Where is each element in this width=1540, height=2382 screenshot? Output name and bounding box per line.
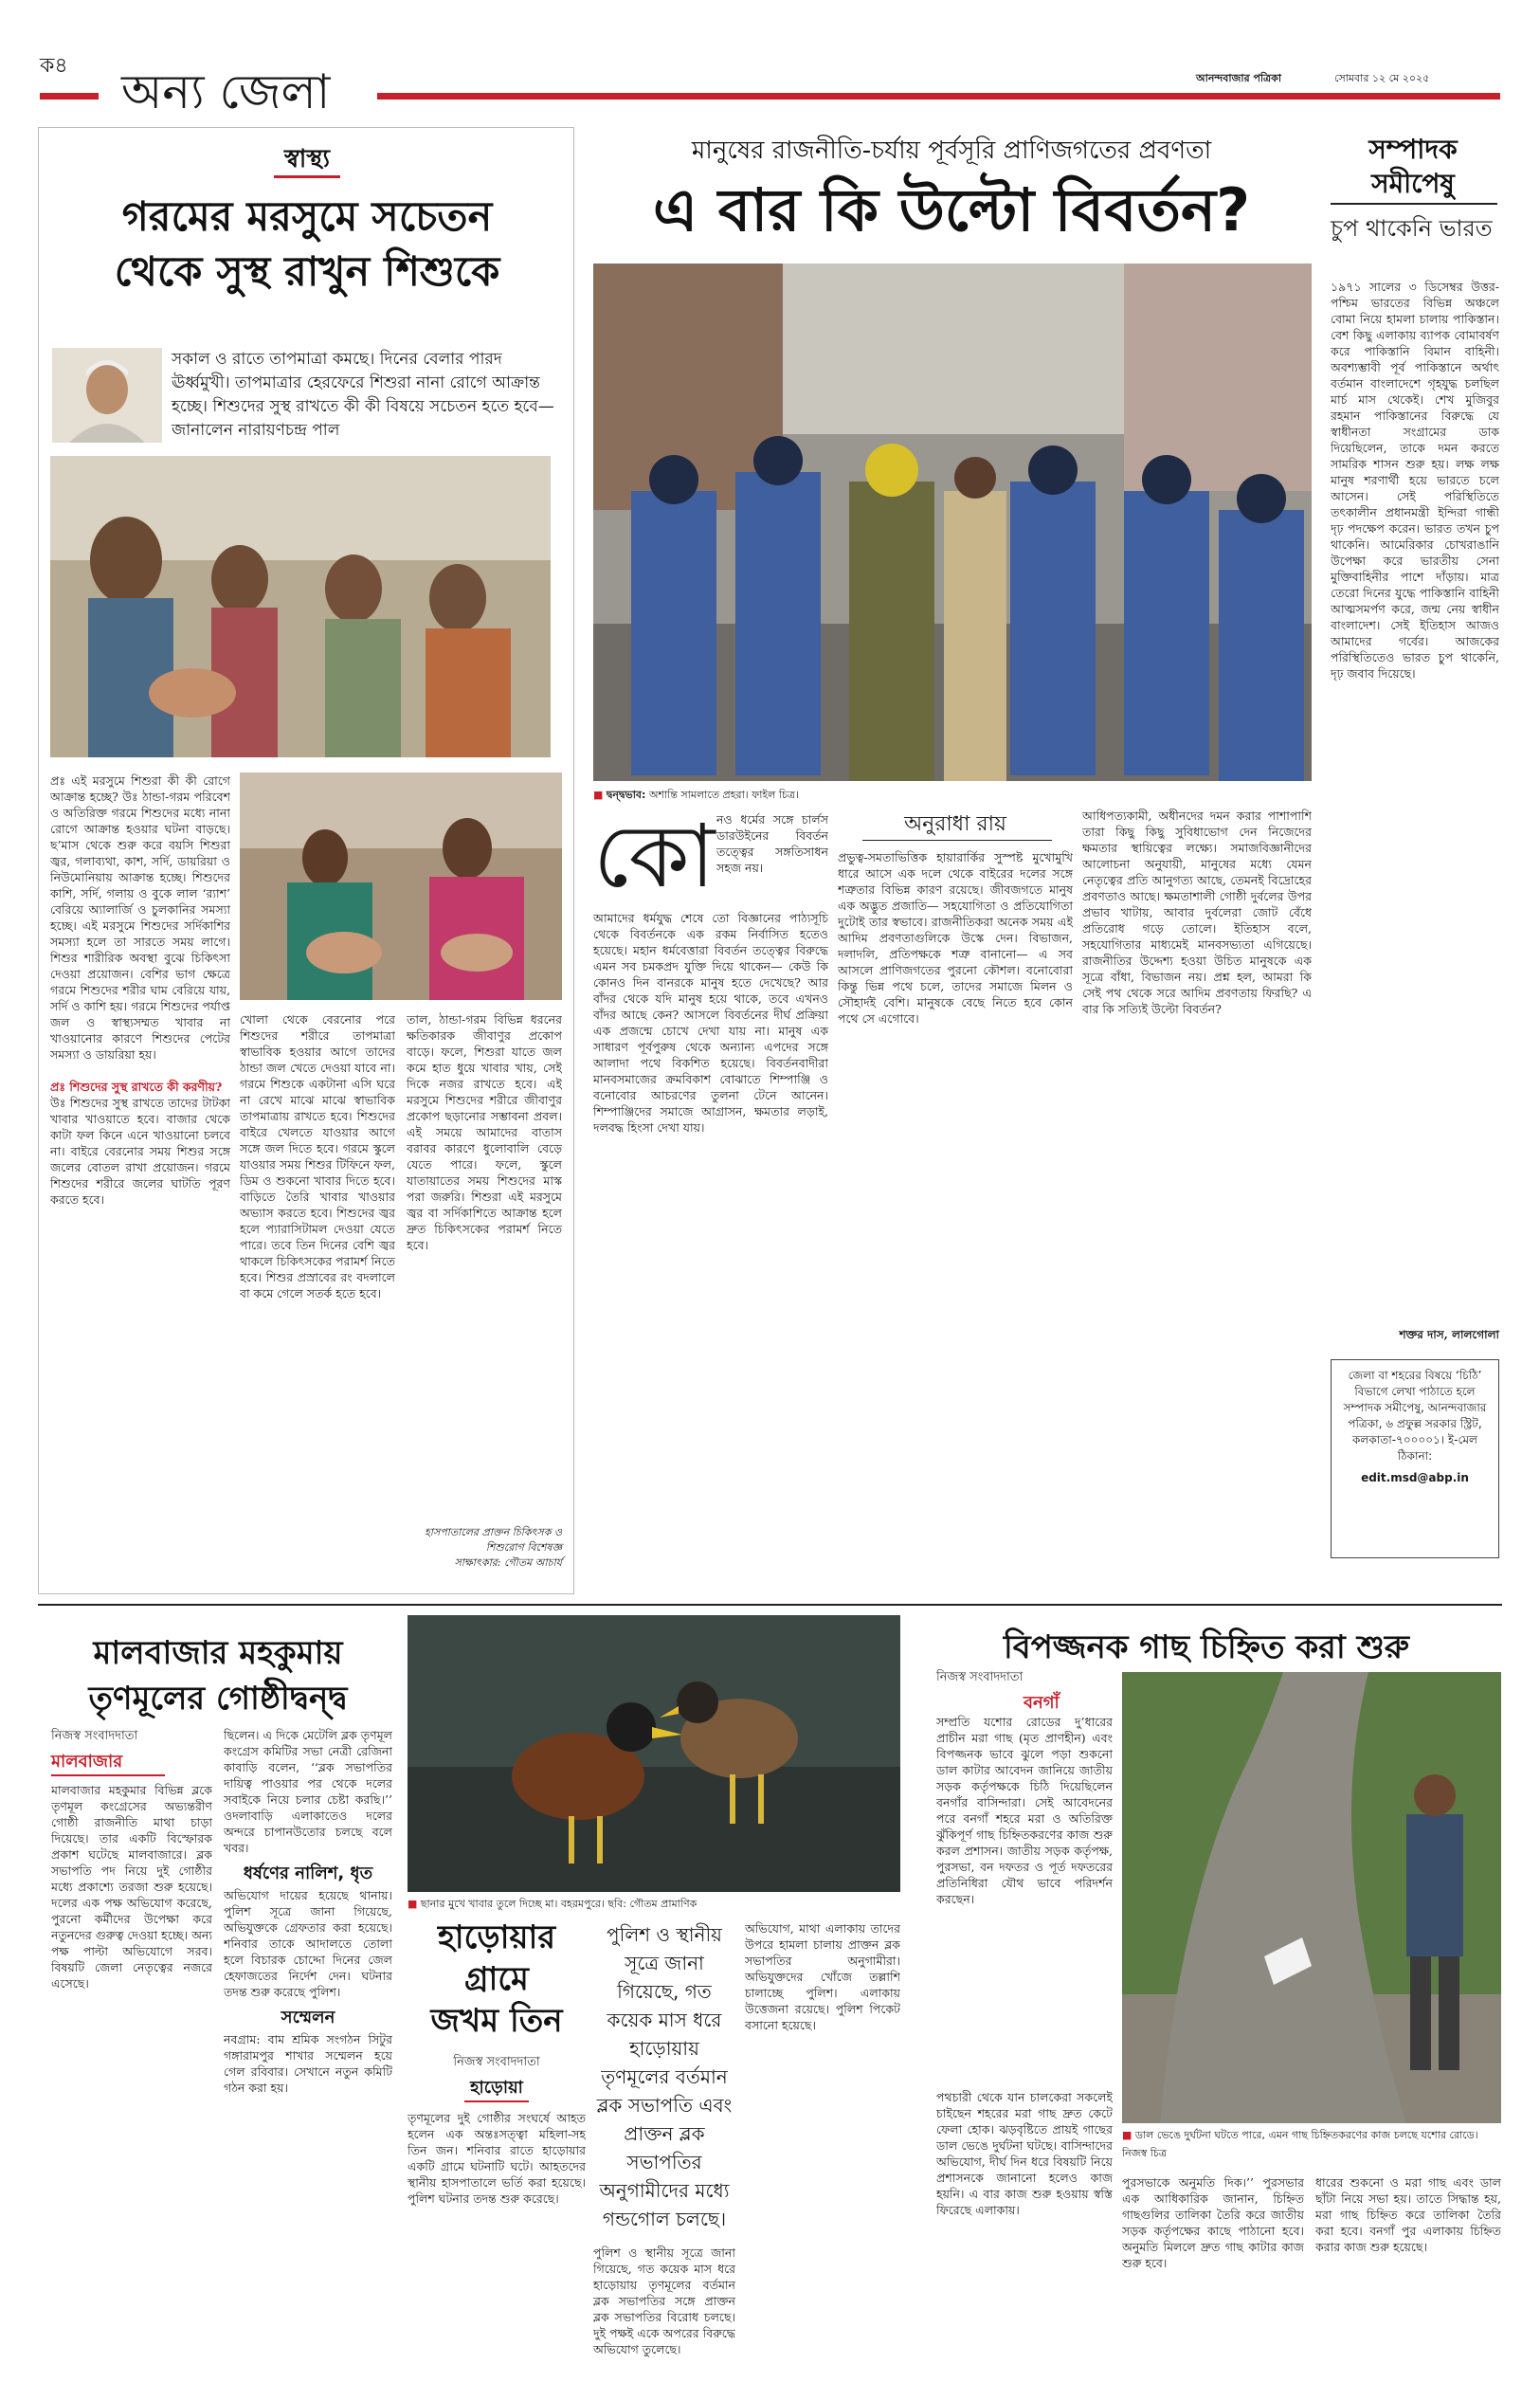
trees-column-3: পুরসভাকে অনুমতি দিক।’’ পুরসভার এক আধিকারিক জানান, চিহ্নিত গাছগুলির তালিকা তৈরি করে জাতীয় সড়ক কর্তৃপক্ষের কাছে পাঠানো হবে। অনুমতি মিললে দ্রুত গাছ কাটার কাজ শুরু হবে। — [1122, 2175, 1304, 2270]
haroa-column-3: অভিযোগ, মাথা এলাকায় তাদের উপরে হামলা চালায় প্রাক্তন ব্লক সভাপতির অনুগামীরা। অভিযুক্তদের খোঁজে তল্লাশি চালাচ্ছে পুলিশ। এলাকায় উত্তেজনা রয়েছে। পুলিশ পিকেট বসানো হয়েছে। — [745, 1921, 900, 2032]
haroa-headline-line-3: জখম তিন — [430, 2002, 563, 2040]
malbazar-col2c-text: নবগ্রাম: বাম শ্রমিক সংগঠন সিটুর গঙ্গারামপুর শাখার সম্মেলন হয়ে গেল রবিবার। সেখানে নতুন কমিটি গঠন করা হয়। — [224, 2032, 392, 2095]
haroa-column-2: পুলিশ ও স্থানীয় সূত্রে জানা গিয়েছে, গত কয়েক মাস ধরে হাড়োয়ায় তৃণমূলের বর্তমান ব্লক সভাপতির সঙ্গে প্রাক্তন ব্লক সভাপতির বিরোধ চলছে। দুই পক্ষই একে অপরের বিরুদ্ধে অভিযোগ তুলেছে। — [593, 2246, 735, 2356]
lead-column-3: আধিপত্যকামী, অধীনদের দমন করার পাশাপাশি তারা কিছু কিছু সুবিধাভোগ দেন নিজেদের ক্ষমতার স্থায়িত্বের লক্ষ্যে। সমাজবিজ্ঞানীদের আলোচনা অনুযায়ী, মানুষের মধ্যে যেমন নেতৃত্বের প্রতি আনুগত্য আছে, তেমনই বিদ্রোহের প্রবণতাও আছে। ক্ষমতাশালী গোষ্ঠী দুর্বলের উপর প্রভাব খাটায়, আবার দুর্বলেরা জোট বেঁধে প্রতিরোধ গড়ে তোলে। ইতিহাস বলে, সহযোগিতার মাধ্যমেই মানবসভ্যতা এগিয়েছে। রাজনীতির উদ্দেশ্য হওয়া উচিত মানুষকে এক সূত্রে বাঁধা, বিভাজন নয়। প্রশ্ন হল, আমরা কি সেই পথ থেকে সরে আদিম প্রবণতায় ফিরছি? এ বার কি সত্যিই উল্টো বিবর্তন? — [1082, 809, 1312, 1016]
letter-title: চুপ থাকেনি ভারত — [1331, 215, 1493, 242]
masthead-red-bar-left — [40, 93, 99, 100]
lead-column-1-top: নও ধর্মের সঙ্গে চার্লস ডারউইনের বিবর্তন তত্ত্বের সঙ্গতিসাধন সহজ নয়। — [716, 812, 828, 875]
haroa-dateline: হাড়োয়া — [470, 2078, 523, 2098]
health-headline-line-2: থেকে সুস্থ রাখুন শিশুকে — [114, 248, 500, 296]
trees-dateline: বনগাঁ — [1024, 1693, 1060, 1713]
masthead — [0, 0, 1540, 123]
haroa-headline-line-1: হাড়োয়ার — [437, 1918, 556, 1956]
trees-column-2: পথচারী থেকে যান চালকেরা সকলেই চাইছেন শহরের মরা গাছ দ্রুত কেটে ফেলা হোক। ঝড়বৃষ্টিতে প্রায়ই গাছের ডাল ভেঙে দুর্ঘটনা ঘটছে। বাসিন্দাদের অভিযোগ, দীর্ঘ দিন ধরে বিষয়টি নিয়ে প্রশাসনকে জানানো হলেও কাজ হয়নি। এ বার কাজ শুরু হওয়ায় স্বস্তি ফিরেছে এলাকায়। — [936, 2090, 1113, 2217]
trees-column-1: সম্প্রতি যশোর রোডের দু’ধারের প্রাচীন মরা গাছ (মৃত প্রাণহীন) এবং বিপজ্জনক ভাবে ঝুলে পড়া শুকনো ডাল কাটার আবেদন জানিয়ে জাতীয় সড়ক কর্তৃপক্ষকে চিঠি দিয়েছিলেন বনগাঁর বাসিন্দারা। সেই আবেদনের পরে বনগাঁ শহরে মরা ও অতিরিক্ত ঝুঁকিপূর্ণ গাছ চিহ্নিতকরণের কাজ শুরু করল প্রশাসন। জাতীয় সড়ক কর্তৃপক্ষ, পুরসভা, বন দফতর ও পূর্ত দফতরের প্রতিনিধিরা যৌথ ভাবে পরিদর্শন করছেন। — [936, 1715, 1113, 1906]
tree-photo-caption-text: ডাল ভেঙে দুর্ঘটনা ঘটতে পারে, এমন গাছ চিহ্নিতকরণের কাজ চলছে যশোর রোডে। নিজস্ব চিত্র — [1122, 2129, 1478, 2159]
tree-photo-caption: ■ ডাল ভেঙে দুর্ঘটনা ঘটতে পারে, এমন গাছ চিহ্নিতকরণের কাজ চলছে যশোর রোডে। নিজস্ব চিত্র — [1122, 2129, 1478, 2159]
lead-caption-label: দ্বন্দ্বভাব: — [606, 789, 646, 801]
lead-column-1: আমাদের ধর্মযুদ্ধ শেষে তো বিজ্ঞানের পাঠ্যসূচি থেকে বিবর্তনকে এক রকম নির্বাসিত হতেও হয়েছে। মহান ধর্মবেত্তারা বিবর্তন তত্ত্বের বিরুদ্ধে এমন সব চমকপ্রদ যুক্তি দিয়ে থাকেন— কেউ কি কোনও দিন বানরকে মানুষ হতে দেখেছে? আর বাঁদর থেকে যদি মানুষ হয়ে থাকে, তবে এখনও বাঁদর আছে কেন? আসলে বিবর্তনের দীর্ঘ প্রক্রিয়া এক প্রজন্মে চোখে দেখা যায় না। মানুষ এক সাধারণ পূর্বপুরুষ থেকে অন্যান্য এপদের সঙ্গে আলাদা পথে বিকশিত হয়েছে। বিবর্তনবাদীরা মানবসমাজের ক্রমবিকাশ বোঝাতে শিম্পাঞ্জি ও বনোবোর আচরণের তুলনা টেনে আনেন। শিম্পাঞ্জিদের সমাজে আগ্রাসন, ক্ষমতার লড়াই, দলবদ্ধ হিংসা দেখা যায়। — [593, 911, 828, 1135]
mothers-children-illustration — [50, 456, 551, 757]
police-patrol-illustration — [593, 264, 1312, 781]
health-column-1 — [50, 773, 230, 1588]
mothers-children-photo-1 — [50, 456, 551, 757]
haroa-article — [408, 1917, 900, 2373]
lead-article — [588, 127, 1315, 1594]
malbazar-reporter: নিজস্ব সংবাদদাতা — [51, 1729, 138, 1743]
health-column-3: তাল, ঠান্ডা-গরম বিভিন্ন ধরনের ক্ষতিকারক জীবাণুর প্রকোপ বাড়ে। ফলে, শিশুরা যাতে জল কমে হাত ধুয়ে খাবার খায়, সেই দিকে নজর রাখতে হবে। এই মরসুমে শিশুদের শরীরে জীবাণুর প্রকোপ ছড়ানোর সম্ভাবনা প্রবল। এই সময়ে আমাদের বাতাস বরাবর কারণে ধুলোবালি বেড়ে যেতে পারে। ফলে, স্কুলে যাতায়াতের সময় শিশুদের মাস্ক পরা জরুরি। শিশুরা এই মরসুমে জ্বর বা সর্দিকাশিতে আক্রান্ত হলে দ্রুত চিকিৎসকের পরামর্শ নিতে হবে। — [407, 1012, 562, 1252]
lead-kicker: মানুষের রাজনীতি-চর্যায় পূর্বসূরি প্রাণিজগতের প্রবণতা — [691, 136, 1212, 165]
malbazar-col2b-text: অভিযোগ দায়ের হয়েছে থানায়। পুলিশ সূত্রে জানা গিয়েছে, অভিযুক্তকে গ্রেফতার করা হয়েছে। শনিবার তাকে আদালতে তোলা হলে বিচারক চোদ্দো দিনের জেল হেফাজতের নির্দেশ দেন। ঘটনার তদন্ত শুরু করেছে পুলিশ। — [224, 1888, 392, 1999]
haroa-reporter: নিজস্ব সংবাদদাতা — [453, 2055, 540, 2069]
haroa-headline-line-2: গ্রামে — [464, 1960, 529, 1998]
section-tag: অন্য জেলা — [121, 64, 331, 119]
malbazar-col2-text: ছিলেন। এ দিকে মেটেলি ব্লক তৃণমূল কংগ্রেস কমিটির সভা নেত্রী রেজিনা কাবাড়ি বলেন, ‘‘ব্লক সভাপতির দায়িত্ব পাওয়ার পর থেকে দলের সবাইকে নিয়ে চলার চেষ্টা করছি।’’ ওদলাবাড়ি এলাকাতেও দলের অন্দরে চাপানউতোর চলছে বলে খবর। — [224, 1728, 392, 1855]
rape-complaint-heading: ধর্ষণের নালিশ, ধৃত — [243, 1864, 373, 1883]
malbazar-dateline: মালবাজার — [51, 1752, 123, 1772]
tree-marking-photo — [1122, 1672, 1501, 2123]
malbazar-headline-line-1: মালবাজার মহকুমায় — [93, 1634, 343, 1672]
trees-article — [910, 1615, 1503, 2373]
malbazar-column-2 — [224, 1727, 392, 2366]
editor-title-rule — [1331, 203, 1497, 205]
health-kicker-underline — [274, 175, 340, 178]
lead-photo-caption: ■ দ্বন্দ্বভাব: অশান্তি সামলাতে প্রহরা। ফাইল চিত্র। — [593, 789, 799, 801]
haroa-pull-quote: পুলিশ ও স্থানীয় সূত্রে জানা গিয়েছে, গত কয়েক মাস ধরে হাড়োয়ায় তৃণমূলের বর্তমান ব্লক সভাপতি এবং প্রাক্তন ব্লক সভাপতির অনুগামীদের মধ্যে গন্ডগোল চলছে। — [596, 1923, 733, 2230]
tree-marking-illustration — [1122, 1672, 1501, 2123]
mothers-babies-illustration — [240, 773, 562, 1000]
editor-title-line-1: সম্পাদক — [1368, 134, 1458, 165]
doctor-portrait-illustration — [52, 348, 162, 443]
health-credits — [407, 1525, 562, 1571]
health-intro: সকাল ও রাতে তাপমাত্রা কমছে। দিনের বেলার পারদ ঊর্ধ্বমুখী। তাপমাত্রার হেরফেরে শিশুরা নানা রোগে আক্রান্ত হচ্ছে। শিশুদের সুস্থ রাখতে কী কী বিষয়ে সচেতন হতে হবে— জানালেন নারায়ণচন্দ্র পাল — [172, 350, 554, 440]
myna-caption: ■ ছানার মুখে খাবার তুলে দিচ্ছে মা। বহরমপুরে। ছবি: গৌতম প্রামাণিক — [408, 1898, 698, 1910]
lead-byline: অনুরাধা রায় — [904, 812, 1006, 836]
health-credit-line-2: শিশুরোগ বিশেষজ্ঞ — [485, 1541, 562, 1554]
letters-submission-box — [1331, 1359, 1499, 1558]
health-col1b-text: উঃ শিশুদের সুস্থ রাখতে তাদের টাটকা খাবার খাওয়াতে হবে। বাজার থেকে কাটা ফল কিনে এনে খাওয়ানো চলবে না। বাইরে বেরনোর সময় শিশুর সঙ্গে জলের বোতল রাখা প্রয়োজন। গরমে শিশুদের শরীরে জলের ঘাটতি পূরণ করতে হবে। — [50, 1096, 230, 1207]
malbazar-headline-line-2: তৃণমূলের গোষ্ঠীদ্বন্দ্ব — [88, 1680, 348, 1718]
health-headline-line-1: গরমের মরসুমে সচেতন — [121, 193, 493, 241]
health-kicker: স্বাস্থ্য — [283, 145, 331, 173]
section-divider — [38, 1604, 1502, 1606]
health-article — [38, 127, 574, 1594]
lead-headline: এ বার কি উল্টো বিবর্তন? — [652, 175, 1251, 245]
health-column-2: খোলা থেকে বেরনোর পরে শিশুদের শরীরে তাপমাত্রা স্বাভাবিক হওয়ার আগে তাদের ঠান্ডা জল খেতে দেওয়া যাবে না। গরমে শিশুকে একটানা এসি ঘরে না রেখে মাঝে মাঝে স্বাভাবিক তাপমাত্রায় রাখতে হবে। শিশুদের বাইরে খেলতে যাওয়ার আগে সঙ্গে জল দিতে হবে। গরমে স্কুলে যাওয়ার সময় শিশুর টিফিনে ফল, ডিম ও শুকনো খাবার দিতে হবে। বাড়িতে তৈরি খাবার খাওয়ার অভ্যাস করতে হবে। শিশুদের জ্বর হলে প্যারাসিটামল দেওয়া যেতে পারে। তবে তিন দিনের বেশি জ্বর থাকলে চিকিৎসকের পরামর্শ নিতে হবে। শিশুর প্রস্রাবের রং বদলালে বা কমে গেলে সতর্ক হতে হবে। — [240, 1012, 395, 1300]
health-question-2: প্রঃ শিশুদের সুস্থ রাখতে কী করণীয়? — [50, 1080, 223, 1094]
editor-title-line-2: সমীপেষু — [1371, 168, 1455, 199]
lead-byline-rule — [862, 840, 1052, 841]
mothers-children-photo-2 — [240, 773, 562, 1000]
page-number: ক৪ — [40, 54, 68, 78]
letter-signoff: শক্তর দাস, লালগোলা — [1399, 1328, 1499, 1341]
haroa-dateline-rule — [464, 2100, 529, 2102]
doctor-portrait — [52, 348, 162, 443]
health-credit-line-1: হাসপাতালের প্রাক্তন চিকিৎসক ও — [424, 1526, 562, 1538]
malbazar-column-1: মালবাজার মহকুমার বিভিন্ন ব্লকে তৃণমূল কংগ্রেসের অভ্যন্তরীণ গোষ্ঠী রাজনীতি মাথা চাড়া দিয়েছে। তার একটি বিস্ফোরক প্রকাশ ঘটেছে মালবাজারে। ব্লক সভাপতি পদ নিয়ে দুই গোষ্ঠীর মধ্যে প্রকাশ্যে তরজা শুরু হয়েছে। দলের এক পক্ষ অভিযোগ করেছে, পুরনো কর্মীদের উপেক্ষা করে নতুনদের গুরুত্ব দেওয়া হচ্ছে। অন্য পক্ষ পাল্টা অভিযোগে সরব। বিষয়টি জেলা নেতৃত্বের নজরে এসেছে। — [51, 1783, 212, 1991]
newspaper-name: আনন্দবাজার পত্রিকা — [1196, 72, 1282, 84]
health-col1-text: প্রঃ এই মরসুমে শিশুরা কী কী রোগে আক্রান্ত হচ্ছে? উঃ ঠান্ডা-গরম পরিবেশ ও অতিরিক্ত গরমে শিশুদের মধ্যে নানা রোগে আক্রান্ত হওয়ার ঘটনা বাড়ছে। ছ’মাস থেকে শুরু করে বয়সি শিশুরা জ্বর, গলাব্যথা, কাশ, সর্দি, ডায়রিয়া ও নিউমোনিয়ায় আক্রান্ত হচ্ছে। শিশুদের কাশি, সর্দি, গলায় ও বুকে লাল ‘র‍্যাশ’ বেরিয়ে অ্যালার্জি ও চুলকানির সমস্যা হচ্ছে। এই মরসুমে শিশুদের সর্দিকাশির সমস্যা হলে তা সারতে সময় লাগে। শিশুর শারীরিক অবস্থা বুঝে চিকিৎসা দেওয়া প্রয়োজন। বেশির ভাগ ক্ষেত্রে গরমে শিশুদের শরীর ঘাম বেরিয়ে যায়, সর্দি ও কাশি হয়। গরমে শিশুদের পর্যাপ্ত জল ও স্বাস্থ্যসম্মত খাবার না খাওয়ানোর কারণে শিশুদের পেটের সমস্যা ও ডায়রিয়া হয়। — [50, 773, 230, 1062]
trees-reporter: নিজস্ব সংবাদদাতা — [936, 1670, 1024, 1684]
letter-body: ১৯৭১ সালের ৩ ডিসেম্বর উত্তর-পশ্চিম ভারতের বিভিন্ন অঞ্চলে বোমা নিয়ে হামলা চালায় পাকিস্তান। বেশ কিছু এলাকায় ব্যাপক বোমাবর্ষণ করে পাকিস্তানি বিমান বাহিনী। অবশ্যম্ভাবী পূর্ব পাকিস্তানে অর্থাৎ বর্তমান বাংলাদেশে গৃহযুদ্ধ চলছিল মার্চ মাস থেকেই। শেখ মুজিবুর রহমান পাকিস্তানের বিরুদ্ধে যে স্বাধীনতা সংগ্রামের ডাক দিয়েছিলেন, তাকে দমন করতে সামরিক শাসন শুরু হয়। লক্ষ লক্ষ মানুষ শরণার্থী হয়ে ভারতে চলে আসেন। সেই পরিস্থিতিতে তৎকালীন প্রধানমন্ত্রী ইন্দিরা গান্ধী দৃঢ় পদক্ষেপ করেন। ভারত তখন চুপ থাকেনি। আমেরিকার চোখরাঙানি উপেক্ষা করে ভারতীয় সেনা মুক্তিবাহিনীর পাশে দাঁড়ায়। মাত্র তেরো দিনের যুদ্ধে পাকিস্তানি বাহিনী আত্মসমর্পণ করে, জন্ম নেয় স্বাধীন বাংলাদেশ। সেই ইতিহাস আজও আমাদের গর্বের। আজকের পরিস্থিতিতেও ভারত চুপ থাকেনি, দৃঢ় জবাব দিয়েছে। — [1331, 280, 1499, 681]
conference-heading: সম্মেলন — [281, 2008, 335, 2027]
malbazar-article — [38, 1615, 398, 2373]
editor-letters — [1323, 127, 1503, 1594]
issue-date: সোমবার ১২ মে ২০২৫ — [1334, 72, 1430, 84]
masthead-red-bar-right — [377, 93, 1500, 100]
lead-caption-text: অশান্তি সামলাতে প্রহরা। ফাইল চিত্র। — [648, 789, 799, 801]
trees-headline: বিপজ্জনক গাছ চিহ্নিত করা শুরু — [1004, 1628, 1409, 1666]
trees-column-4: ধারের শুকনো ও মরা গাছ এবং ডাল ছাঁটা নিয়ে সভা হয়। তাতে সিদ্ধান্ত হয়, মরা গাছ চিহ্নিত করে তালিকা তৈরি করা হবে। বনগাঁ পুর এলাকায় চিহ্নিত করার কাজ শুরু হয়েছে। — [1315, 2175, 1501, 2254]
myna-birds-illustration — [408, 1615, 900, 1892]
myna-birds-photo — [408, 1615, 900, 1892]
health-credit-line-3: সাক্ষাৎকার: গৌতম আচার্য — [454, 1556, 562, 1569]
malbazar-dateline-rule — [51, 1774, 165, 1776]
letters-email[interactable]: edit.msd@abp.in — [1361, 1471, 1469, 1484]
lead-column-2: প্রভুত্ব-সমতাভিত্তিক হায়ারার্কির সুস্পষ্ট মুখোমুখি ধারে আসে এক দলে থেকে বাইরের দলের সঙ্গে শত্রুতার বিভিন্ন কারণ রয়েছে। জীবজগতে মানুষ এক অদ্ভুত প্রজাতি— সহযোগিতা ও প্রতিযোগিতা দুটোই তার স্বভাবে। রাজনীতিকরা অনেক সময় এই আদিম প্রবণতাগুলিকে উস্কে দেন। বিভাজন, দলাদলি, প্রতিপক্ষকে শত্রু বানানো— এ সব আসলে প্রাণিজগতের পুরনো কৌশল। বনোবোরা কিন্তু ভিন্ন পথে চলে, তাদের সমাজে মিলন ও সৌহার্দই বেশি। মানুষকে বেছে নিতে হবে কোন পথে সে এগোবে। — [838, 850, 1073, 1026]
lead-dropcap: কো — [593, 806, 716, 907]
letters-submission-text: জেলা বা শহরের বিষয়ে ‘চিঠি’ বিভাগে লেখা পাঠাতে হলে সম্পাদক সমীপেষু, আনন্দবাজার পত্রিকা, ৬ প্রফুল্ল সরকার স্ট্রিট, কলকাতা-৭০০০০১। ই-মেল ঠিকানা: — [1343, 1369, 1487, 1463]
haroa-column-1: তৃণমূলের দুই গোষ্ঠীর সংঘর্ষে আহত হলেন এক অন্তঃসত্ত্বা মহিলা-সহ তিন জন। শনিবার রাতে হাড়োয়ার একটি গ্রামে ঘটনাটি ঘটে। আহতদের স্থানীয় হাসপাতালে ভর্তি করা হয়েছে। পুলিশ ঘটনার তদন্ত শুরু করেছে। — [408, 2111, 586, 2206]
police-patrol-photo — [593, 264, 1312, 781]
myna-caption-text: ছানার মুখে খাবার তুলে দিচ্ছে মা। বহরমপুরে। ছবি: গৌতম প্রামাণিক — [420, 1898, 698, 1910]
